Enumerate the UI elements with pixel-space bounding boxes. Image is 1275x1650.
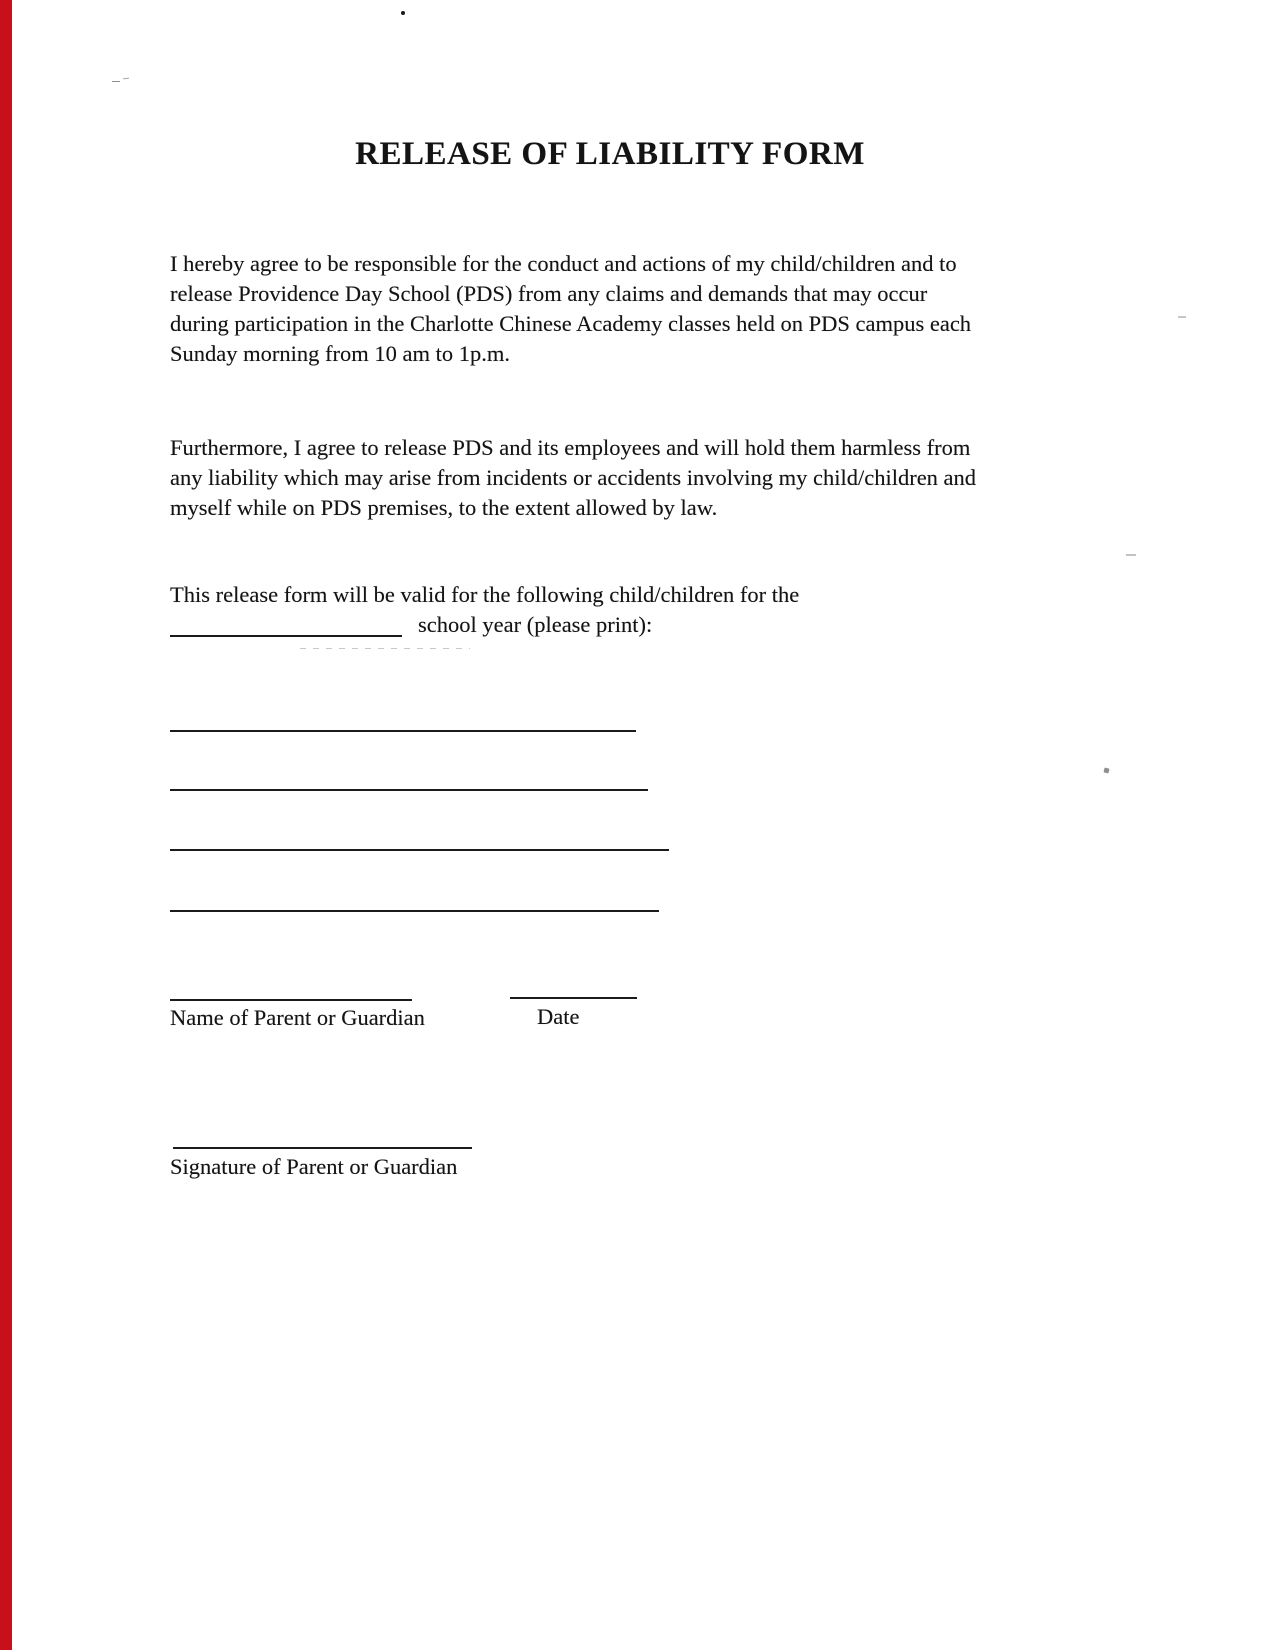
paragraph-line: This release form will be valid for the following child/children for the bbox=[170, 582, 800, 607]
school-year-blank-field bbox=[170, 615, 402, 637]
child-name-blank-line-3 bbox=[170, 849, 669, 851]
paragraph-line: myself while on PDS premises, to the extent allowed by law. bbox=[170, 495, 718, 520]
scan-speck-dash bbox=[1126, 554, 1136, 556]
paragraph-release bbox=[170, 433, 976, 523]
scan-speck-dash bbox=[112, 81, 120, 82]
parent-name-blank-line bbox=[170, 999, 412, 1001]
scan-speck-dash bbox=[123, 78, 129, 80]
paragraph-validity bbox=[170, 580, 799, 640]
page-title: RELEASE OF LIABILITY FORM bbox=[355, 136, 865, 172]
paragraph-line: during participation in the Charlotte Chinese Academy classes held on PDS campus each bbox=[170, 311, 972, 336]
scan-speck-mark bbox=[1103, 767, 1109, 773]
parent-name-label: Name of Parent or Guardian bbox=[170, 1005, 425, 1030]
scan-echo-line bbox=[300, 648, 470, 649]
date-blank-line bbox=[510, 997, 637, 999]
paragraph-line bbox=[170, 610, 799, 640]
scan-speck-dash bbox=[1178, 316, 1186, 318]
paragraph-line: Sunday morning from 10 am to 1p.m. bbox=[170, 341, 510, 366]
child-name-blank-line-1 bbox=[170, 730, 636, 732]
signature-blank-line bbox=[173, 1147, 472, 1149]
paragraph-line: release Providence Day School (PDS) from any claims and demands that may occur bbox=[170, 281, 928, 306]
paragraph-line: any liability which may arise from incidents or accidents involving my child/children and bbox=[170, 465, 977, 490]
scan-speck-dot bbox=[401, 11, 405, 15]
paragraph-line: I hereby agree to be responsible for the conduct and actions of my child/children and to bbox=[170, 251, 957, 276]
left-edge-scan-stripe bbox=[0, 0, 12, 1650]
date-label: Date bbox=[537, 1004, 580, 1029]
child-name-blank-line-4 bbox=[170, 910, 659, 912]
school-year-suffix: school year (please print): bbox=[418, 612, 653, 637]
signature-label: Signature of Parent or Guardian bbox=[170, 1154, 458, 1179]
paragraph-line: Furthermore, I agree to release PDS and its employees and will hold them harmless from bbox=[170, 435, 971, 460]
child-name-blank-line-2 bbox=[170, 789, 648, 791]
paragraph-responsibility bbox=[170, 249, 971, 369]
